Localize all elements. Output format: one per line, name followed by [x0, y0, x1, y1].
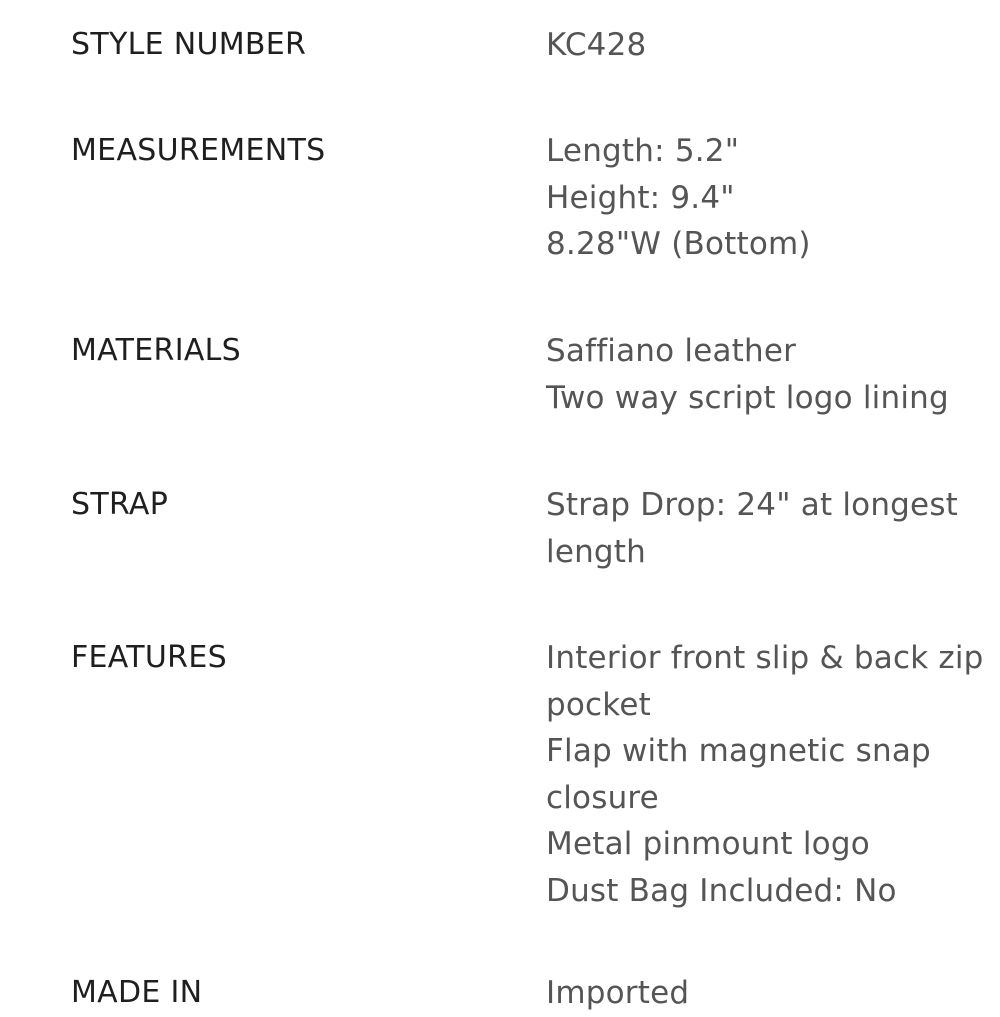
spec-label: MATERIALS: [71, 333, 242, 368]
spec-values: [546, 970, 986, 1017]
spec-values: [546, 482, 986, 575]
spec-values: [546, 328, 986, 421]
spec-values: [546, 22, 986, 69]
spec-value: length: [546, 533, 647, 570]
spec-label: MEASUREMENTS: [71, 133, 326, 168]
spec-label: MADE IN: [71, 975, 203, 1010]
spec-value: Strap Drop: 24" at longest: [546, 487, 959, 523]
spec-value: Two way script logo lining: [546, 379, 949, 416]
spec-label: STYLE NUMBER: [71, 27, 307, 62]
spec-value: pocket: [546, 686, 651, 723]
spec-value: Metal pinmount logo: [546, 826, 870, 862]
spec-value: Flap with magnetic snap: [546, 733, 931, 769]
spec-value: KC428: [546, 27, 647, 63]
spec-value: Height: 9.4": [546, 179, 735, 216]
spec-value: closure: [546, 779, 659, 816]
spec-value: Dust Bag Included: No: [546, 872, 897, 909]
spec-value: Length: 5.2": [546, 133, 740, 169]
spec-label: STRAP: [71, 487, 169, 522]
spec-value: Saffiano leather: [546, 333, 797, 369]
spec-label: FEATURES: [71, 640, 227, 675]
spec-value: 8.28"W (Bottom): [546, 226, 811, 262]
spec-values: [546, 635, 986, 914]
spec-value: Interior front slip & back zip: [546, 640, 984, 676]
spec-values: [546, 128, 986, 268]
spec-value: Imported: [546, 975, 690, 1011]
